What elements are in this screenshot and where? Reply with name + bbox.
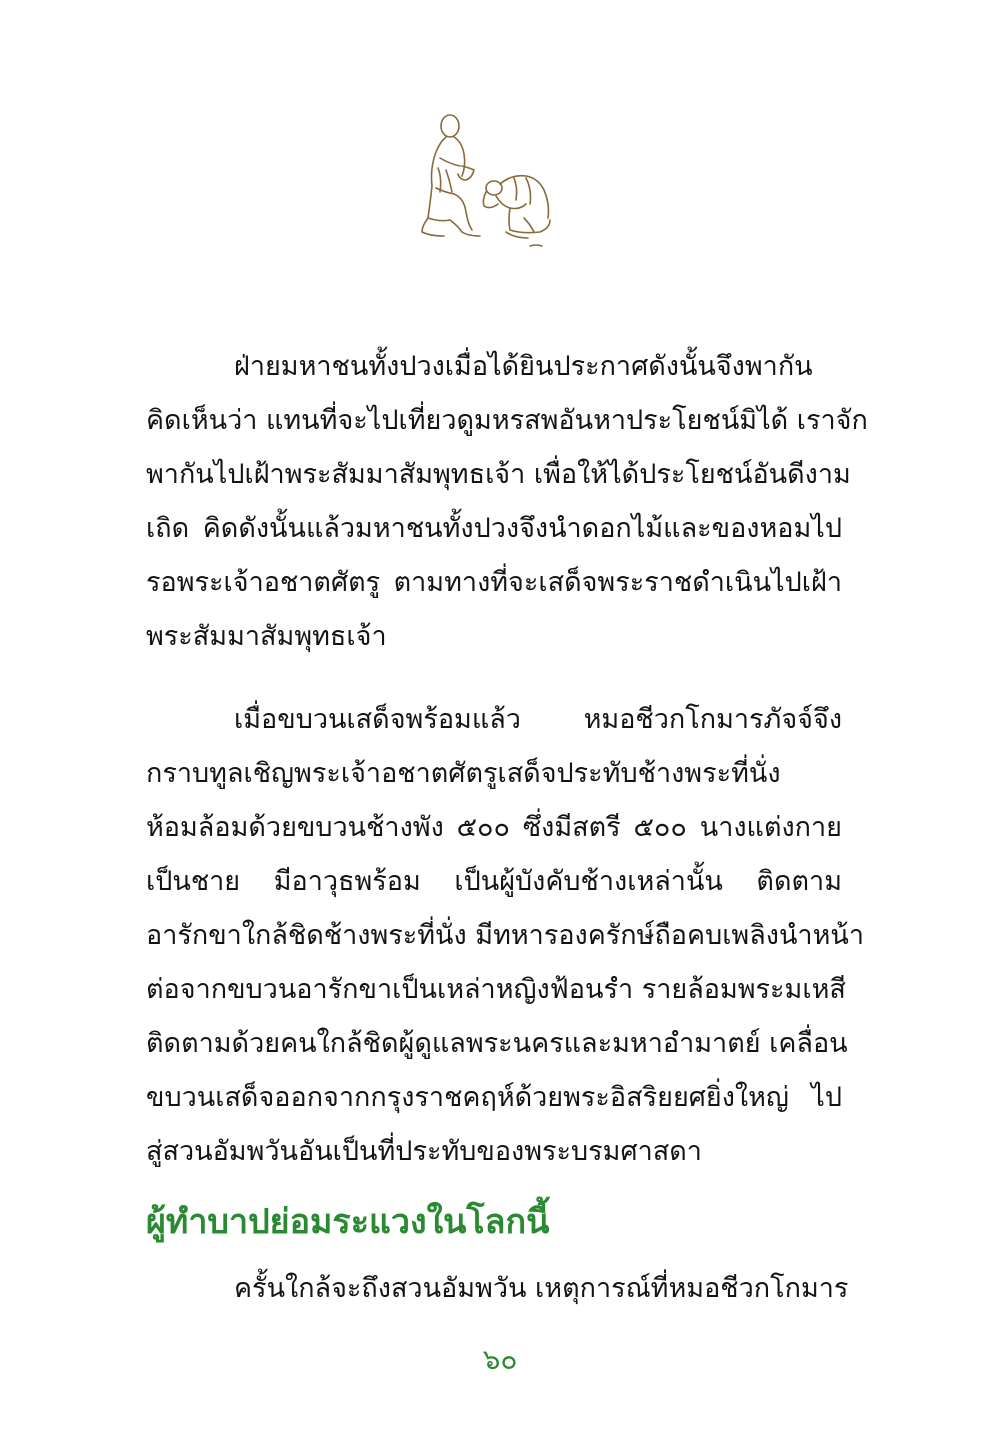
- paragraph-line: ฝ่ายมหาชนทั้งปวงเมื่อได้ยินประกาศดังนั้นจึงพากัน: [234, 351, 813, 382]
- paragraph-line: ติดตามด้วยคนใกล้ชิดผู้ดูแลพระนครและมหาอำมาตย์ เคลื่อน: [146, 1028, 848, 1059]
- paragraph-line: อารักขาใกล้ชิดช้างพระที่นั่ง มีทหารองครักษ์ถือคบเพลิงนำหน้า: [146, 920, 864, 951]
- paragraph-1: [146, 340, 868, 664]
- paragraph-line: ห้อมล้อมด้วยขบวนช้างพัง ๕๐๐ ซึ่งมีสตรี ๕๐๐ นางแต่งกาย: [146, 812, 842, 843]
- paragraph-line: สู่สวนอัมพวันอันเป็นที่ประทับของพระบรมศาสดา: [146, 1136, 702, 1167]
- page-number: ๖๐: [482, 1343, 518, 1376]
- paragraph-line: เถิด คิดดังนั้นแล้วมหาชนทั้งปวงจึงนำดอกไม้และของหอมไป: [146, 513, 842, 544]
- paragraph-line: ครั้นใกล้จะถึงสวนอัมพวัน เหตุการณ์ที่หมอชีวกโกมาร: [234, 1273, 849, 1304]
- paragraph-line: เป็นชาย มีอาวุธพร้อม เป็นผู้บังคับช้างเหล่านั้น ติดตาม: [146, 866, 842, 897]
- monk-illustration: [410, 108, 570, 258]
- paragraph-line: เมื่อขบวนเสด็จพร้อมแล้ว หมอชีวกโกมารภัจจ์จึง: [234, 704, 842, 735]
- paragraph-line: ขบวนเสด็จออกจากกรุงราชคฤห์ด้วยพระอิสริยยศยิ่งใหญ่ ไป: [146, 1082, 842, 1113]
- paragraph-line: ต่อจากขบวนอารักขาเป็นเหล่าหญิงฟ้อนรำ รายล้อมพระมเหสี: [146, 974, 846, 1005]
- paragraph-line: พากันไปเฝ้าพระสัมมาสัมพุทธเจ้า เพื่อให้ได้ประโยชน์อันดีงาม: [146, 459, 851, 490]
- paragraph-2: [146, 693, 864, 1179]
- paragraph-line: พระสัมมาสัมพุทธเจ้า: [146, 621, 387, 652]
- paragraph-3: [146, 1262, 849, 1316]
- section-heading: ผู้ทำบาปย่อมระแวงในโลกนี้: [146, 1202, 550, 1242]
- paragraph-line: คิดเห็นว่า แทนที่จะไปเที่ยวดูมหรสพอันหาประโยชน์มิได้ เราจัก: [146, 405, 868, 436]
- paragraph-line: กราบทูลเชิญพระเจ้าอชาตศัตรูเสด็จประทับช้างพระที่นั่ง: [146, 758, 781, 789]
- paragraph-line: รอพระเจ้าอชาตศัตรู ตามทางที่จะเสด็จพระราชดำเนินไปเฝ้า: [146, 567, 842, 598]
